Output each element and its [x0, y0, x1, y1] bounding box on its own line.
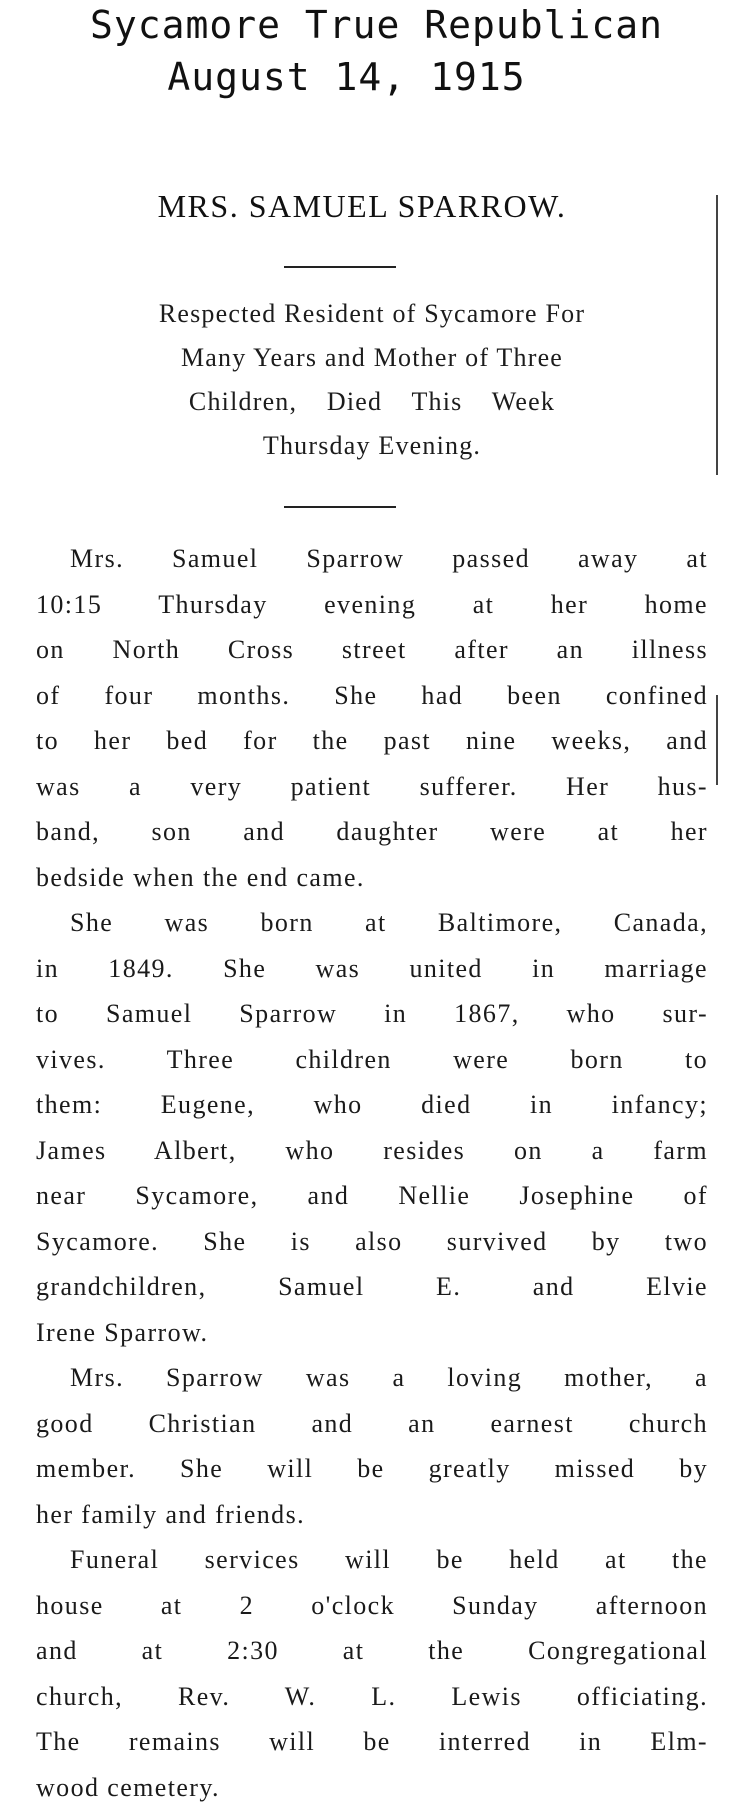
subhead-divider [284, 506, 396, 508]
text-line: bedside when the end came. [36, 862, 365, 892]
paragraph-death-notice [36, 536, 708, 900]
paragraph-funeral [36, 1537, 708, 1810]
text-line: The remains will be interred in Elm- [36, 1727, 708, 1756]
article-subhead [36, 292, 708, 468]
text-line: her family and friends. [36, 1499, 306, 1529]
obituary-article [36, 186, 708, 1810]
newspaper-name: Sycamore True Republican [89, 3, 664, 47]
newspaper-citation [0, 0, 753, 100]
headline-divider [284, 266, 396, 268]
text-line: vives. Three children were born to [36, 1044, 708, 1074]
text-line: band, son and daughter were at her [36, 817, 708, 846]
text-line: Sycamore. She is also survived by two [36, 1226, 708, 1256]
text-line: house at 2 o'clock Sunday afternoon [36, 1590, 708, 1620]
article-body [36, 536, 708, 1810]
text-line: She was born at Baltimore, Canada, [70, 908, 708, 937]
text-line: of four months. She had been confined [36, 680, 708, 710]
text-line: and at 2:30 at the Congregational [36, 1636, 708, 1665]
paragraph-tribute [36, 1355, 708, 1537]
text-line: on North Cross street after an illness [36, 635, 708, 664]
subhead-line: Children, Died This Week [188, 387, 556, 416]
subhead-line: Many Years and Mother of Three [180, 343, 564, 372]
text-line: church, Rev. W. L. Lewis officiating. [36, 1681, 708, 1711]
text-line: them: Eugene, who died in infancy; [36, 1090, 708, 1119]
text-line: in 1849. She was united in marriage [36, 953, 708, 983]
text-line: James Albert, who resides on a farm [36, 1135, 708, 1165]
text-line: Irene Sparrow. [36, 1317, 209, 1347]
text-line: member. She will be greatly missed by [36, 1454, 708, 1483]
text-line: to her bed for the past nine weeks, and [36, 726, 708, 755]
text-line: Mrs. Sparrow was a loving mother, a [70, 1363, 708, 1392]
text-line: Funeral services will be held at the [70, 1545, 708, 1574]
subhead-line: Thursday Evening. [262, 431, 482, 460]
publication-date: August 14, 1915 [167, 55, 526, 99]
text-line: good Christian and an earnest church [36, 1408, 708, 1438]
text-line: Mrs. Samuel Sparrow passed away at [70, 544, 708, 573]
text-line: was a very patient sufferer. Her hus- [36, 771, 708, 801]
column-rule-upper [716, 195, 718, 475]
text-line: 10:15 Thursday evening at her home [36, 589, 708, 619]
paragraph-family [36, 900, 708, 1355]
article-headline: MRS. SAMUEL SPARROW. [157, 188, 567, 224]
text-line: near Sycamore, and Nellie Josephine of [36, 1181, 708, 1210]
text-line: wood cemetery. [36, 1772, 220, 1802]
text-line: grandchildren, Samuel E. and Elvie [36, 1272, 708, 1301]
column-rule-lower [716, 695, 718, 785]
text-line: to Samuel Sparrow in 1867, who sur- [36, 999, 708, 1028]
subhead-line: Respected Resident of Sycamore For [158, 299, 586, 328]
